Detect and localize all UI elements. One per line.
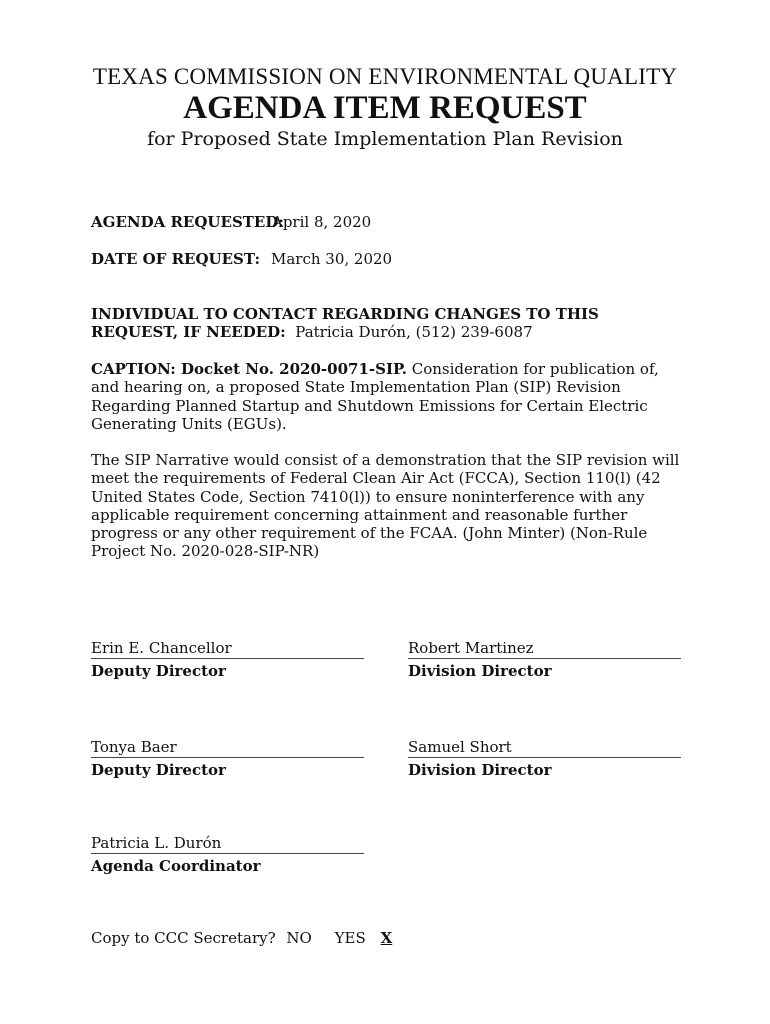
date-of-request-value: March 30, 2020 xyxy=(271,250,393,268)
organization-name: TEXAS COMMISSION ON ENVIRONMENTAL QUALITY xyxy=(92,64,678,89)
signature-name: Tonya Baer xyxy=(91,737,364,758)
signature-block-baer xyxy=(91,737,364,779)
document-title: AGENDA ITEM REQUEST xyxy=(183,90,587,126)
date-of-request-row xyxy=(91,250,393,268)
signature-name: Patricia L. Durón xyxy=(91,833,364,854)
copy-to-secretary-row xyxy=(91,929,392,947)
copy-yes-mark: X xyxy=(380,929,393,947)
signature-name: Samuel Short xyxy=(408,737,681,758)
copy-yes-label: YES xyxy=(334,929,366,947)
contact-value: Patricia Durón, (512) 239-6087 xyxy=(295,323,533,342)
document-subtitle: for Proposed State Implementation Plan Revision xyxy=(147,128,623,150)
caption-block xyxy=(91,360,681,433)
signature-role: Deputy Director xyxy=(91,761,226,779)
date-of-request-label: DATE OF REQUEST: xyxy=(91,250,261,268)
caption-label: CAPTION: Docket No. 2020-0071-SIP. xyxy=(91,360,407,378)
contact-block xyxy=(91,305,661,342)
narrative-paragraph: The SIP Narrative would consist of a demonstration that the SIP revision will meet the requirements of Federal Clean Air Act (FCCA), Section 110(l) (42 United States Code, Section 7410(l)) to ensure noninterference with any applicable requirement concerning attainment and reasonable further progress or any other requirement of the FCAA. (John Minter) (Non-Rule Project No. 2020-028-SIP-NR) xyxy=(91,451,680,561)
contact-label: INDIVIDUAL TO CONTACT REGARDING CHANGES TO THIS REQUEST, IF NEEDED: xyxy=(91,305,599,342)
caption-text: Consideration for publication of, and hearing on, a proposed State Implementation Plan (SIP) Revision Regarding Planned Startup and Shutdown Emissions for Certain Electric Generating Units (EGUs). xyxy=(91,360,659,433)
signature-block-duron xyxy=(91,833,364,875)
signature-name: Erin E. Chancellor xyxy=(91,638,364,659)
signature-block-short xyxy=(408,737,681,779)
copy-question: Copy to CCC Secretary? xyxy=(91,929,276,947)
signature-block-chancellor xyxy=(91,638,364,680)
signature-name: Robert Martinez xyxy=(408,638,681,659)
copy-no-label: NO xyxy=(286,929,312,947)
signature-role: Agenda Coordinator xyxy=(91,857,261,875)
signature-role: Deputy Director xyxy=(91,662,226,680)
signature-role: Division Director xyxy=(408,662,552,680)
agenda-requested-value: April 8, 2020 xyxy=(272,213,372,231)
agenda-requested-row xyxy=(91,213,372,231)
signature-block-martinez xyxy=(408,638,681,680)
agenda-requested-label: AGENDA REQUESTED: xyxy=(91,213,284,231)
signature-role: Division Director xyxy=(408,761,552,779)
